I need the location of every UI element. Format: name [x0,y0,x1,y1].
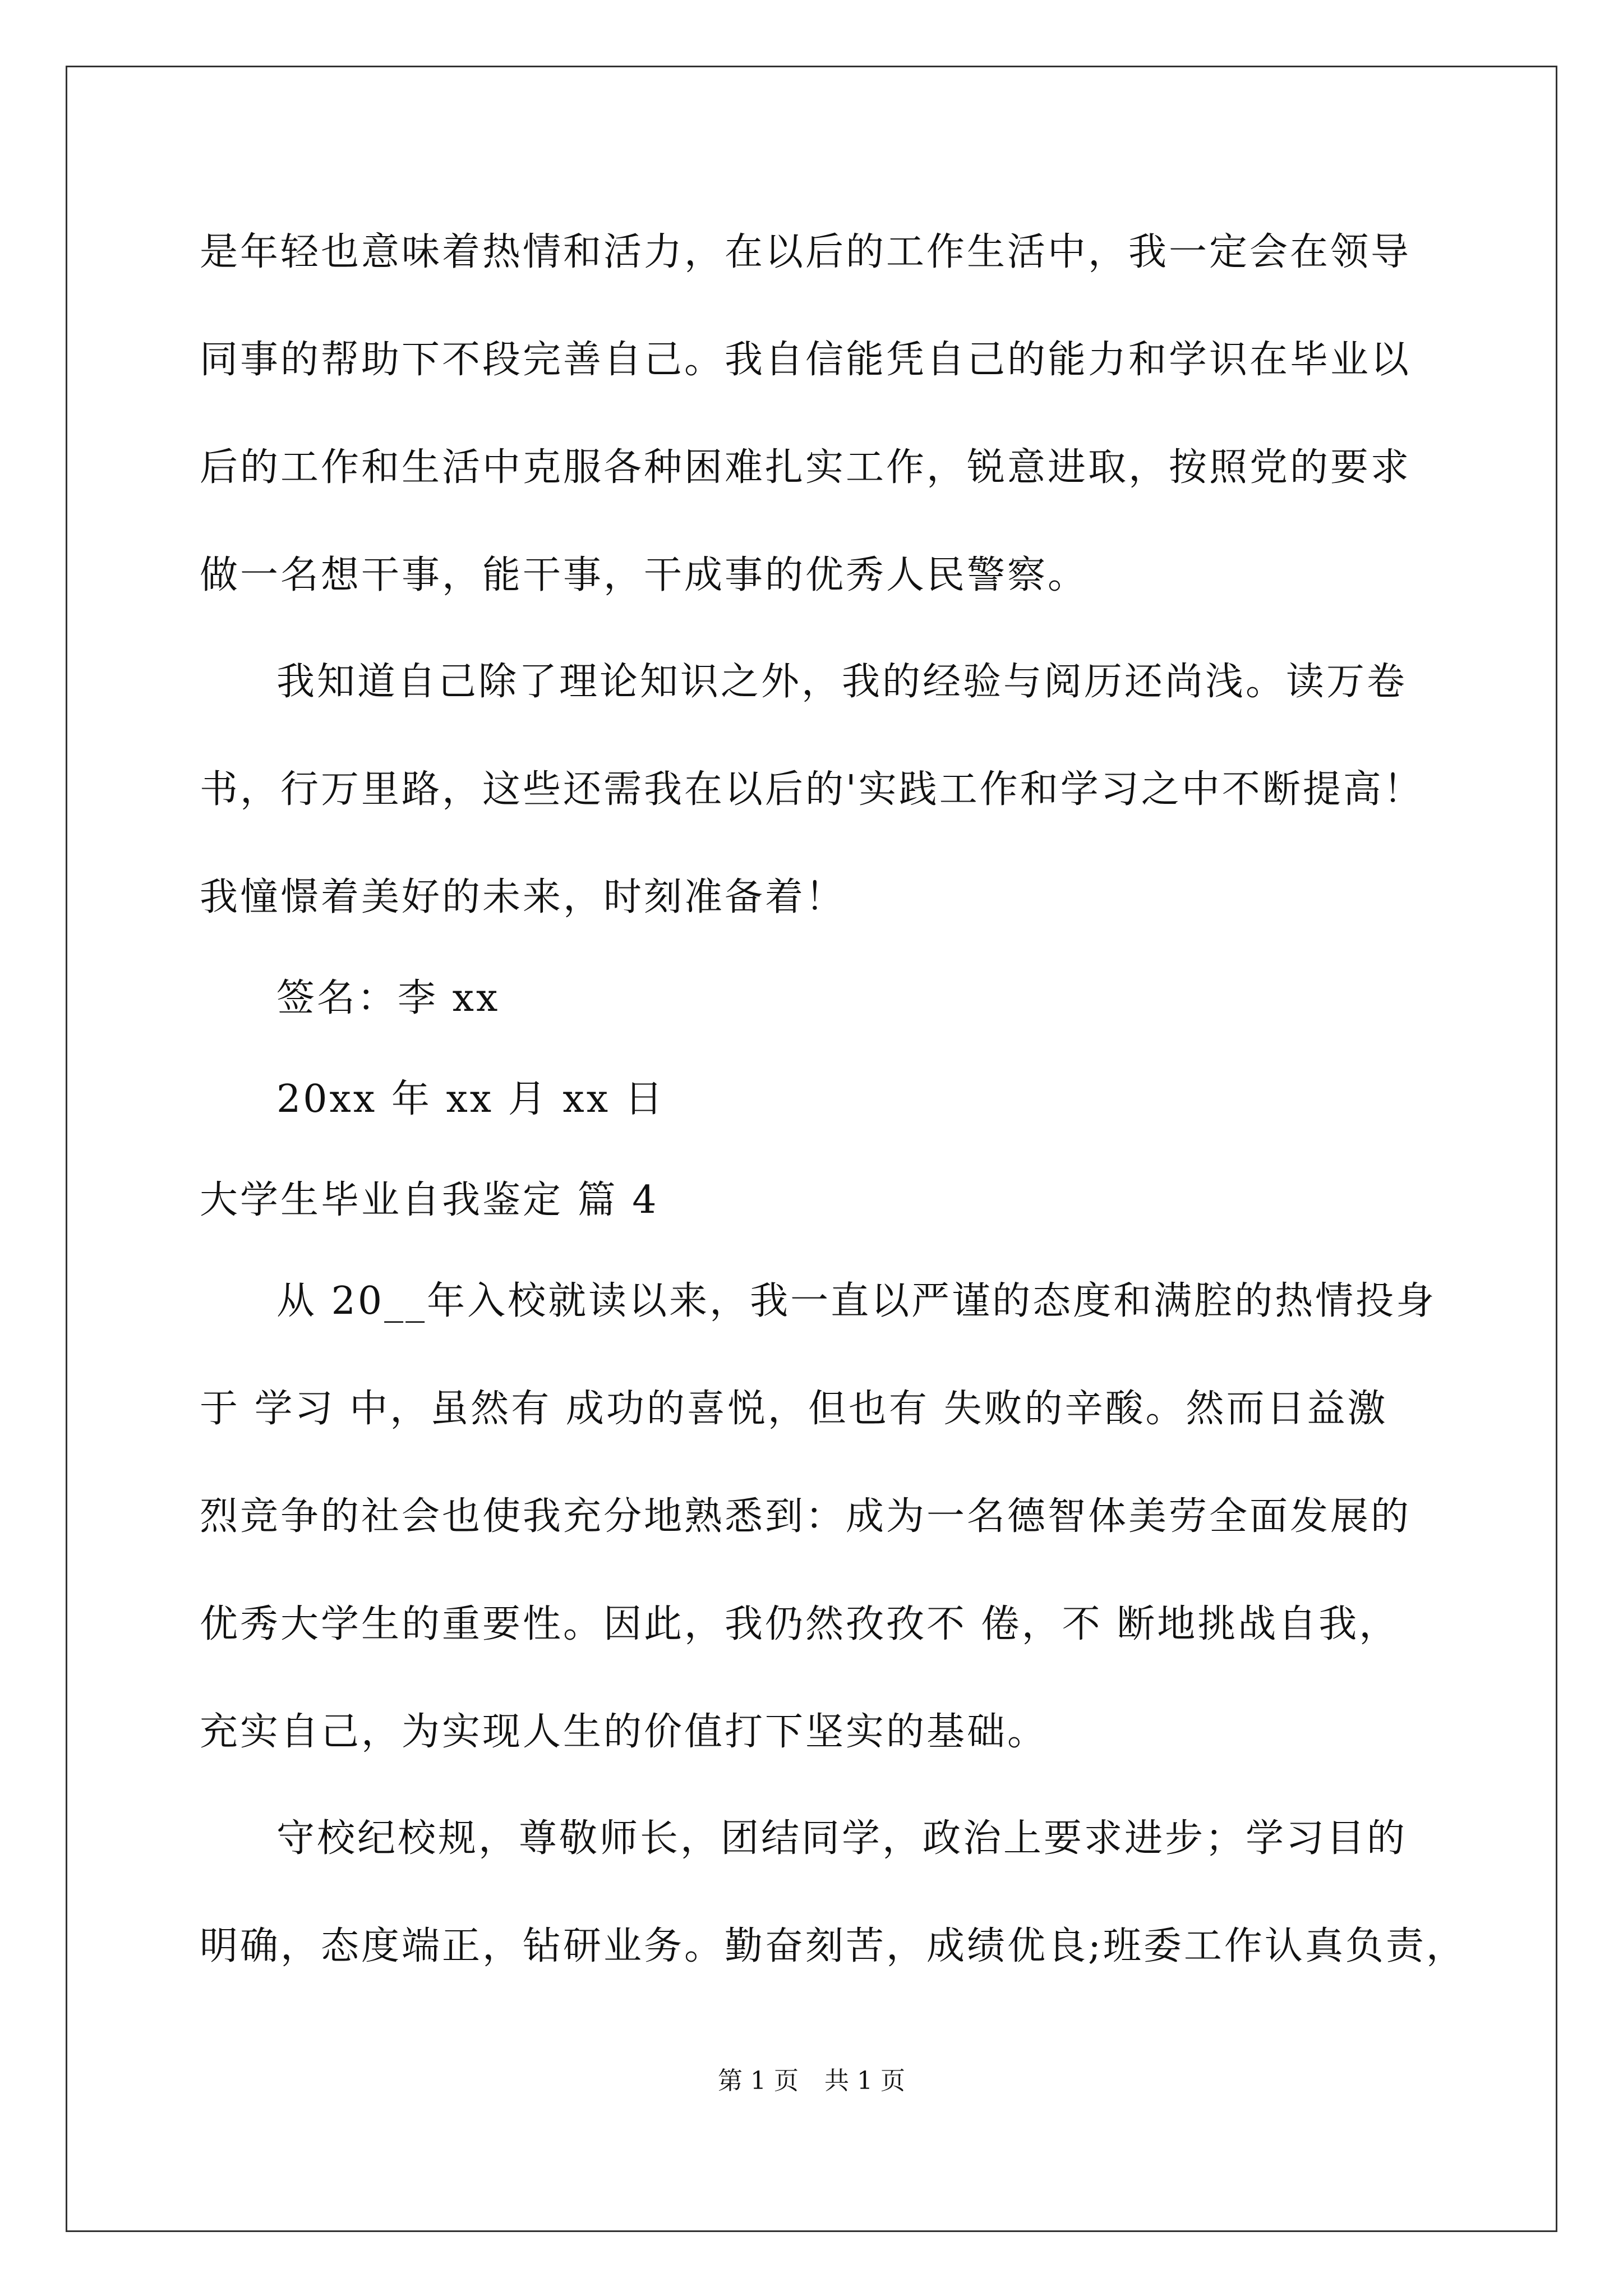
date-line: 20xx 年 xx 月 xx 日 [276,1077,665,1121]
text-line: 书，行万里路，这些还需我在以后的'实践工作和学习之中不断提高！ [200,767,1424,812]
text-line: 后的工作和生活中克服各种困难扎实工作，锐意进取，按照党的要求 [200,445,1412,490]
page-frame [66,66,1557,2232]
text-line: 充实自己，为实现人生的价值打下坚实的基础。 [200,1710,1048,1754]
page-number: 第 1 页 [718,2067,799,2095]
text-line: 做一名想干事，能干事，干成事的优秀人民警察。 [200,553,1089,597]
signature-line: 签名：李 xx [276,976,500,1020]
paragraph-first-line: 守校纪校规，尊敬师长，团结同学，政治上要求进步；学习目的 [276,1816,1408,1861]
text-line: 优秀大学生的重要性。因此，我仍然孜孜不 倦，不 断地挑战自我， [200,1602,1400,1646]
page-total: 共 1 页 [824,2067,905,2095]
text-line: 于 学习 中，虽然有 成功的喜悦，但也有 失败的辛酸。然而日益激 [200,1387,1388,1431]
text-line: 是年轻也意味着热情和活力，在以后的工作生活中，我一定会在领导 [200,230,1412,274]
section-heading: 大学生毕业自我鉴定 篇 4 [200,1178,659,1222]
text-line: 烈竞争的社会也使我充分地熟悉到：成为一名德智体美劳全面发展的 [200,1494,1412,1539]
text-line: 我憧憬着美好的未来，时刻准备着！ [200,875,846,919]
text-line: 明确，态度端正，钻研业务。勤奋刻苦，成绩优良;班委工作认真负责， [200,1924,1467,1968]
paragraph-first-line: 我知道自己除了理论知识之外，我的经验与阅历还尚浅。读万卷 [276,660,1408,704]
text-line: 同事的帮助下不段完善自己。我自信能凭自己的能力和学识在毕业以 [200,338,1412,382]
paragraph-first-line: 从 20__年入校就读以来，我一直以严谨的态度和满腔的热情投身 [276,1279,1437,1323]
page-footer [0,2064,1623,2098]
